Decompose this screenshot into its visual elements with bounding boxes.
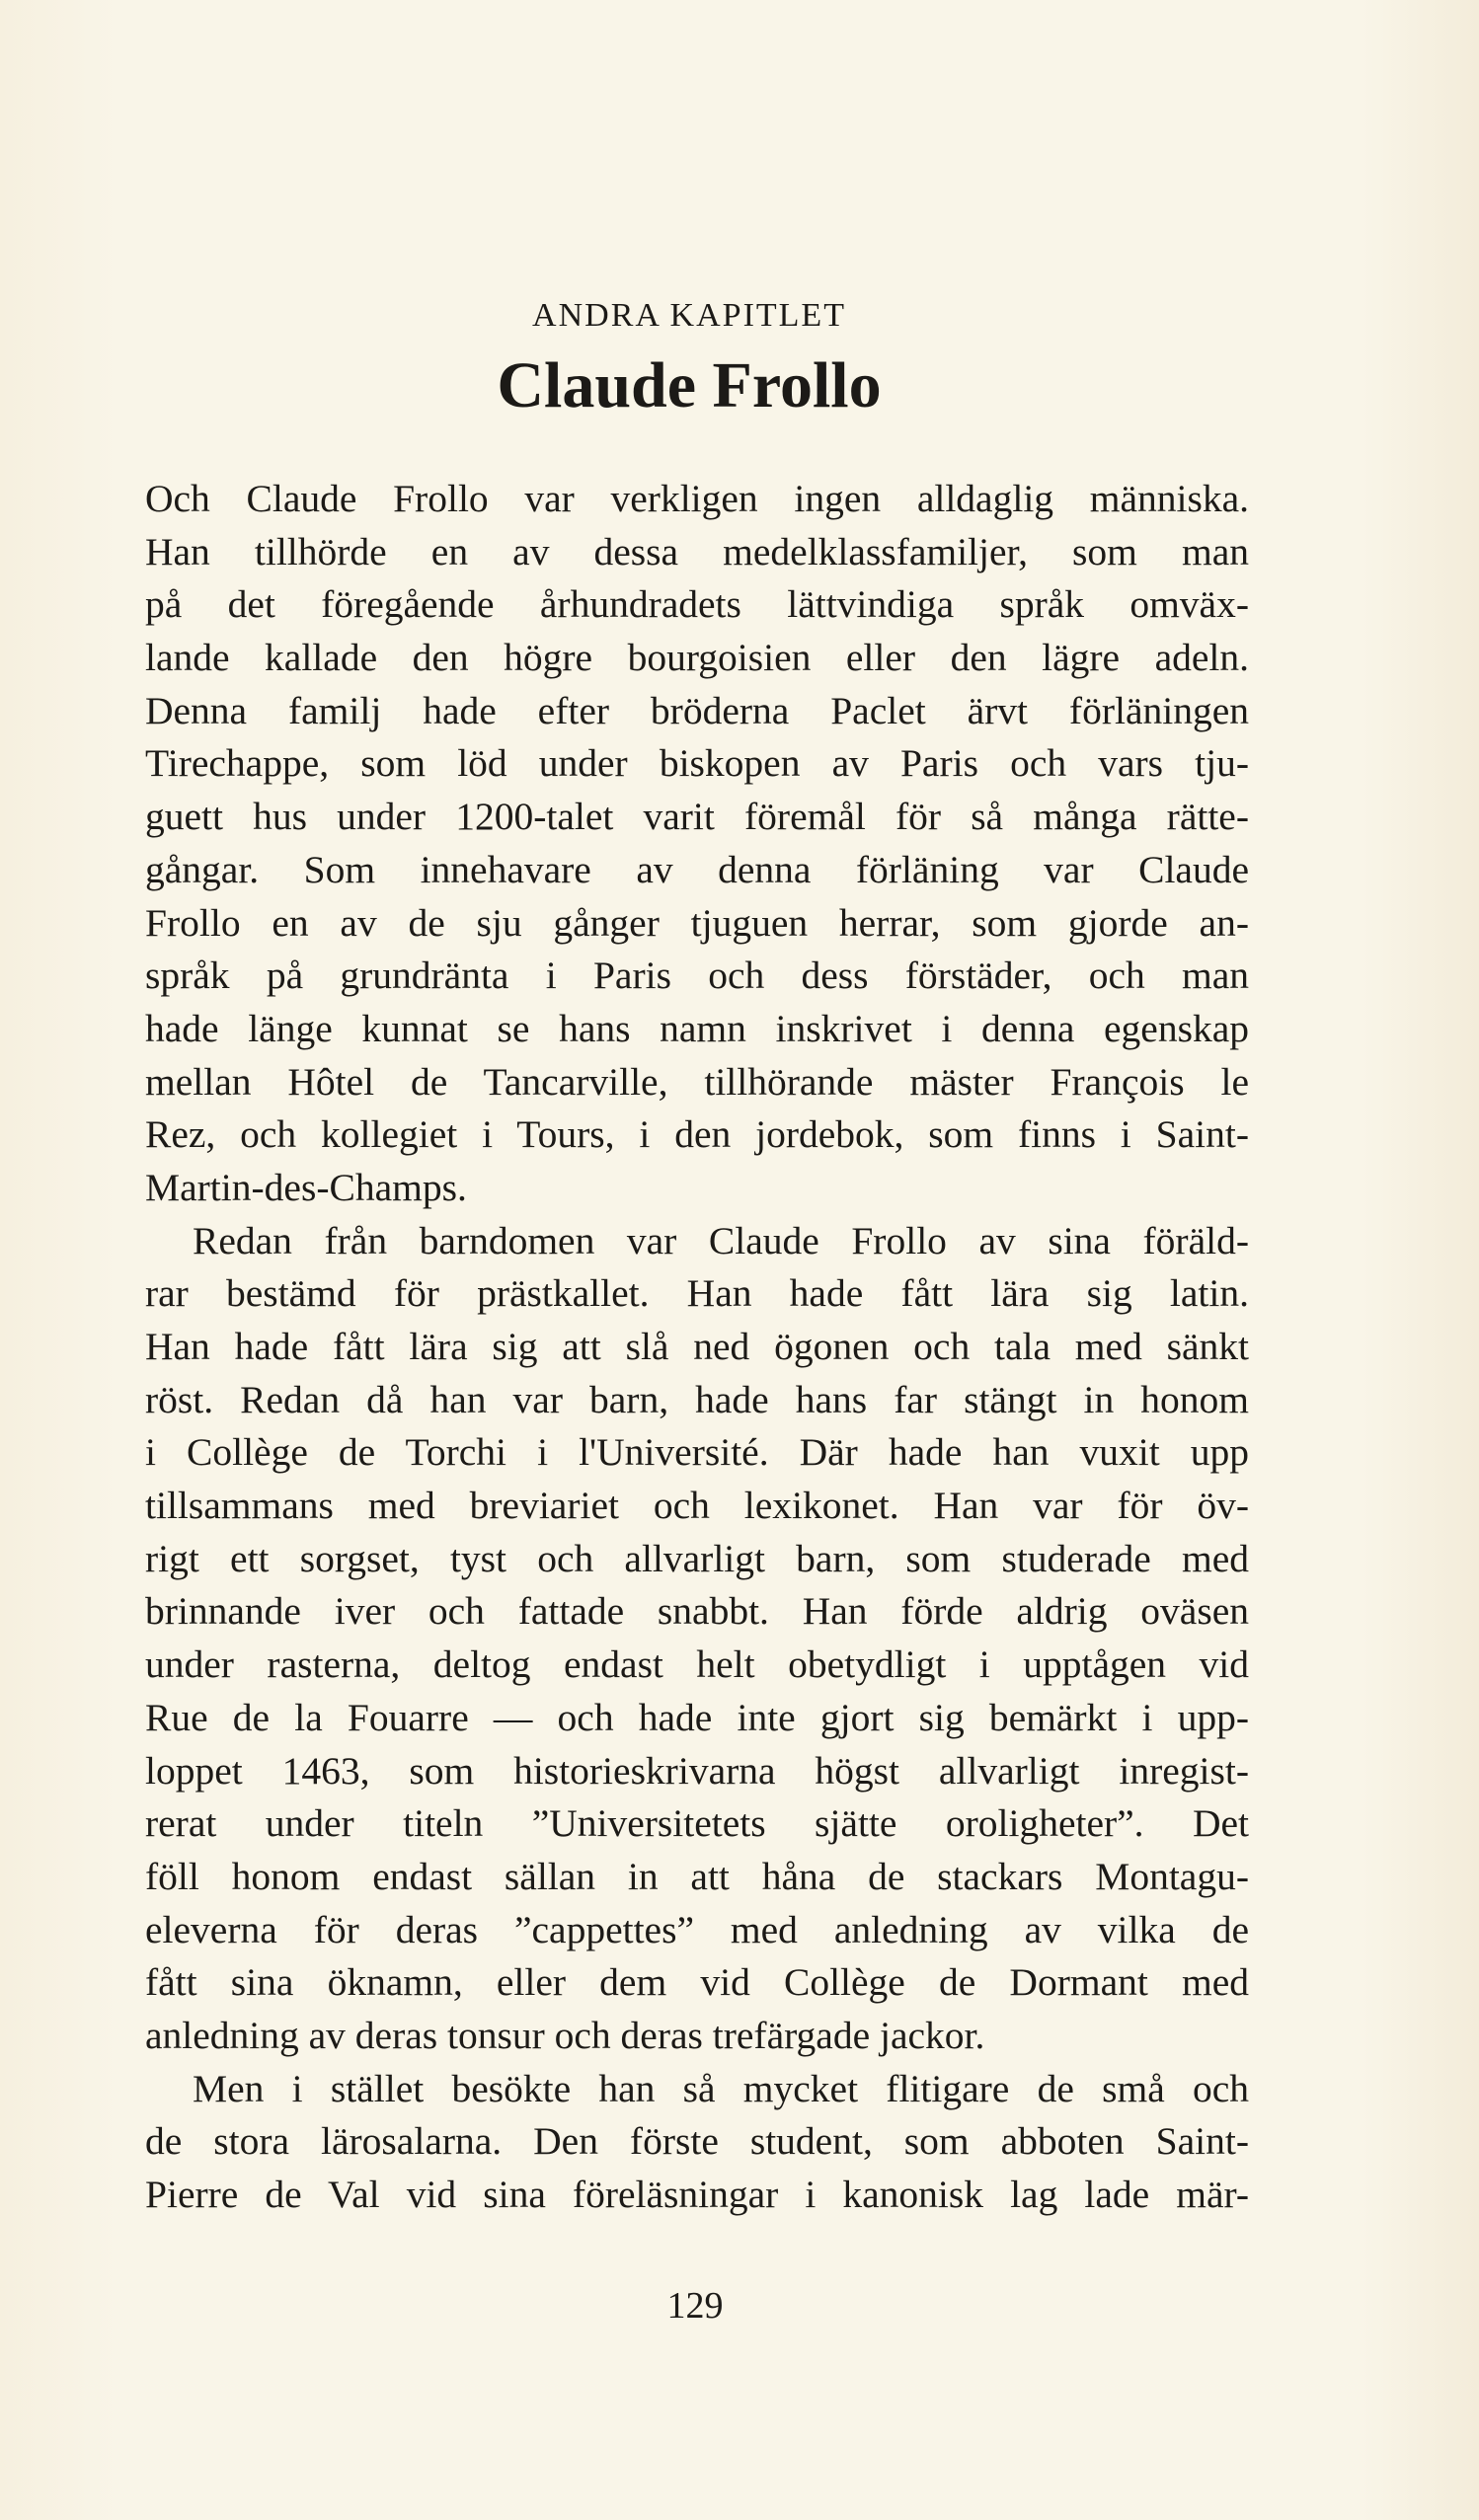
text-line: guett hus under 1200-talet varit föremål för så många rätte- [145, 795, 1249, 839]
text-line: Rez, och kollegiet i Tours, i den jordebok, som finns i Saint- [145, 1112, 1249, 1157]
body-text [145, 473, 1249, 2222]
text-line: loppet 1463, som historieskrivarna högst allvarligt inregist- [145, 1748, 1249, 1793]
text-line: tillsammans med breviariet och lexikonet. Han var för öv- [145, 1484, 1249, 1528]
text-line: Rue de la Fouarre — och hade inte gjort sig bemärkt i upp- [145, 1695, 1249, 1739]
text-line: språk på grundränta i Paris och dess förstäder, och man [145, 954, 1249, 998]
text-line: lande kallade den högre bourgoisien eller den lägre adeln. [145, 636, 1249, 680]
text-line: i Collège de Torchi i l'Université. Där hade han vuxit upp [145, 1430, 1249, 1475]
page-number: 129 [666, 2285, 724, 2327]
text-line: hade länge kunnat se hans namn inskrivet i denna egenskap [145, 1006, 1249, 1050]
text-line: mellan Hôtel de Tancarville, tillhörande mäster François le [145, 1059, 1249, 1104]
text-line: Han hade fått lära sig att slå ned ögonen och tala med sänkt [145, 1325, 1249, 1368]
text-line: Redan från barndomen var Claude Frollo av sina föräld- [193, 1218, 1249, 1262]
text-line: Och Claude Frollo var verkligen ingen alldaglig människa. [145, 477, 1249, 520]
text-line: eleverna för deras ”cappettes” med anledning av vilka de [145, 1907, 1249, 1951]
chapter-label: ANDRA KAPITLET [532, 297, 846, 334]
text-line: röst. Redan då han var barn, hade hans far stängt in honom [145, 1377, 1249, 1421]
text-line: på det föregående århundradets lättvindiga språk omväx- [145, 582, 1249, 627]
text-line: de stora lärosalarna. Den förste student, som abboten Saint- [145, 2119, 1249, 2164]
text-line: gångar. Som innehavare av denna förläning var Claude [145, 847, 1249, 891]
text-line: Frollo en av de sju gånger tjuguen herrar, som gjorde an- [145, 900, 1249, 945]
text-line: fått sina öknamn, eller dem vid Collège de Dormant med [145, 1960, 1249, 2005]
text-line: under rasterna, deltog endast helt obetydligt i upptågen vid [145, 1642, 1249, 1687]
text-line: Tirechappe, som löd under biskopen av Paris och vars tju- [145, 741, 1249, 786]
text-line: föll honom endast sällan in att håna de stackars Montagu- [145, 1854, 1249, 1898]
chapter-title: Claude Frollo [497, 349, 882, 421]
text-line: Han tillhörde en av dessa medelklassfamiljer, som man [145, 529, 1249, 573]
text-line: rigt ett sorgset, tyst och allvarligt barn, som studerade med [145, 1536, 1249, 1580]
text-line: rar bestämd för prästkallet. Han hade fått lära sig latin. [145, 1271, 1249, 1316]
text-line: Denna familj hade efter bröderna Paclet ärvt förläningen [145, 688, 1249, 732]
text-line: rerat under titeln ”Universitetets sjätte oroligheter”. Det [145, 1801, 1249, 1846]
text-line: anledning av deras tonsur och deras trefärgade jackor. [145, 2013, 985, 2057]
text-line: Martin-des-Champs. [145, 1165, 467, 1209]
text-line: Men i stället besökte han så mycket flitigare de små och [193, 2066, 1249, 2110]
text-line: Pierre de Val vid sina föreläsningar i kanonisk lag lade mär- [145, 2173, 1249, 2216]
text-line: brinnande iver och fattade snabbt. Han förde aldrig oväsen [145, 1589, 1249, 1634]
